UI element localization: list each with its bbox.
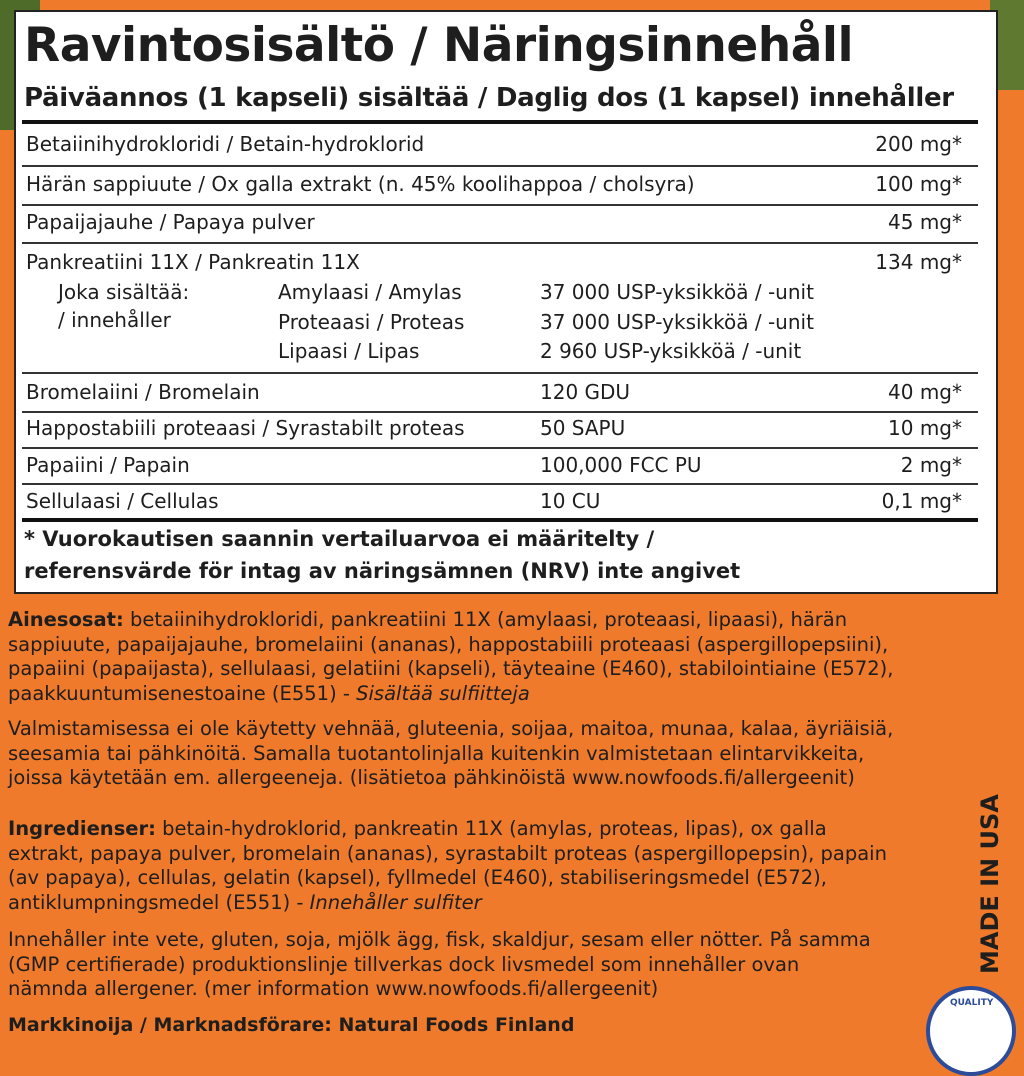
- nutrient-name: Pankreatiini 11X / Pankreatin 11X: [26, 250, 360, 274]
- made-in-usa-label: MADE IN USA: [976, 794, 1004, 974]
- enzyme-units: 37 000 USP-yksikköä / -unit: [540, 280, 814, 304]
- nutrient-name: Papaijajauhe / Papaya pulver: [26, 210, 315, 234]
- nutrient-amount: 100 mg*: [875, 172, 962, 196]
- divider: [22, 165, 978, 167]
- enzyme-units: 2 960 USP-yksikköä / -unit: [540, 339, 802, 363]
- nutrient-amount: 200 mg*: [875, 132, 962, 156]
- divider: [22, 242, 978, 244]
- ingredients-text: sappiuute, papaijajauhe, bromelaiini (ananas), happostabiili proteaasi (aspergillopepsiini),: [8, 632, 889, 656]
- nutrient-name: Sellulaasi / Cellulas: [26, 489, 219, 513]
- ingredients-fi: [8, 608, 948, 706]
- enzyme-units: 37 000 USP-yksikköä / -unit: [540, 310, 814, 334]
- allergen-text: joissa käytetään em. allergeeneja. (lisätietoa pähkinöistä www.nowfoods.fi/allergeenit): [8, 766, 855, 789]
- footnote-line: * Vuorokautisen saannin vertailuarvoa ei määritelty /: [24, 527, 655, 551]
- sulfite-note: Innehåller sulfiter: [309, 890, 482, 914]
- nutrient-unit: 10 CU: [540, 489, 601, 513]
- allergen-text: seesamia tai pähkinöitä. Samalla tuotantolinjalla kuitenkin valmistetaan elintarvikkeita,: [8, 741, 865, 765]
- nutrient-amount: 45 mg*: [888, 210, 962, 234]
- nutrition-panel: [14, 10, 998, 594]
- ingredients-text: betaiinihydrokloridi, pankreatiini 11X (amylaasi, proteaasi, lipaasi), härän: [123, 608, 848, 631]
- ingredients-text: extrakt, papaya pulver, bromelain (ananas), syrastabilt proteas (aspergillopepsin), papain: [8, 841, 887, 865]
- nutrient-unit: 50 SAPU: [540, 416, 626, 440]
- nutrient-name: Betaiinihydrokloridi / Betain-hydroklorid: [26, 132, 425, 156]
- nutrient-name: Papaiini / Papain: [26, 453, 190, 477]
- divider-thick: [22, 120, 978, 124]
- divider: [22, 447, 978, 449]
- ingredients-sv: [8, 817, 948, 915]
- nutrient-name: Bromelaiini / Bromelain: [26, 380, 260, 404]
- enzyme-name: Lipaasi / Lipas: [278, 339, 420, 363]
- nutrient-name: Härän sappiuute / Ox galla extrakt (n. 45% koolihappoa / cholsyra): [26, 172, 695, 196]
- allergen-text: Valmistamisessa ei ole käytetty vehnää, gluteenia, soijaa, maitoa, munaa, kalaa, äyriäisiä,: [8, 717, 894, 740]
- marketer-line: Markkinoija / Marknadsförare: Natural Foods Finland: [8, 1014, 575, 1036]
- contains-label-sv: / innehåller: [58, 308, 171, 332]
- panel-title: Ravintosisältö / Näringsinnehåll: [24, 18, 854, 73]
- divider: [22, 372, 978, 374]
- enzyme-name: Amylaasi / Amylas: [278, 280, 462, 304]
- nutrient-amount: 0,1 mg*: [881, 489, 962, 513]
- nutrient-unit: 120 GDU: [540, 380, 631, 404]
- allergen-sv: [8, 928, 908, 1002]
- allergen-text: (GMP certifierade) produktionslinje tillverkas dock livsmedel som innehåller ovan: [8, 952, 800, 976]
- sulfite-note: Sisältää sulfiitteja: [356, 681, 530, 705]
- nutrient-amount: 134 mg*: [875, 250, 962, 274]
- ingredients-text: betain-hydroklorid, pankreatin 11X (amylas, proteas, lipas), ox galla: [155, 817, 827, 840]
- ingredients-text: (av papaya), cellulas, gelatin (kapsel), fyllmedel (E460), stabiliseringsmedel (E572),: [8, 866, 827, 889]
- nutrient-amount: 2 mg*: [900, 453, 962, 477]
- panel-subtitle: Päiväannos (1 kapseli) sisältää / Daglig dos (1 kapsel) innehåller: [24, 83, 954, 113]
- nutrient-name: Happostabiili proteaasi / Syrastabilt proteas: [26, 416, 465, 440]
- enzyme-name: Proteaasi / Proteas: [278, 310, 465, 334]
- divider: [22, 411, 978, 413]
- divider: [22, 483, 978, 485]
- ingredients-fi-label: Ainesosat:: [8, 608, 124, 631]
- quality-seal-text: QUALITY: [950, 998, 994, 1008]
- contains-label: Joka sisältää:: [58, 280, 190, 304]
- nutrient-amount: 10 mg*: [888, 416, 962, 440]
- divider: [22, 204, 978, 206]
- footnote-line: referensvärde för intag av näringsämnen (NRV) inte angivet: [24, 559, 741, 583]
- allergen-text: Innehåller inte vete, gluten, soja, mjölk ägg, fisk, skaldjur, sesam eller nötter. På samma: [8, 928, 871, 951]
- ingredients-text: antiklumpningsmedel (E551) -: [8, 890, 310, 914]
- ingredients-text: paakkuuntumisenestoaine (E551) -: [8, 681, 357, 705]
- nutrient-unit: 100,000 FCC PU: [540, 453, 702, 477]
- nutrient-amount: 40 mg*: [888, 380, 962, 404]
- divider-thick: [22, 518, 978, 522]
- ingredients-sv-label: Ingredienser:: [8, 817, 156, 840]
- allergen-fi: [8, 717, 948, 791]
- ingredients-text: papaiini (papaijasta), sellulaasi, gelatiini (kapseli), täyteaine (E460), stabilointiaine (E572),: [8, 657, 894, 680]
- allergen-text: nämnda allergener. (mer information www.nowfoods.fi/allergeenit): [8, 977, 659, 1000]
